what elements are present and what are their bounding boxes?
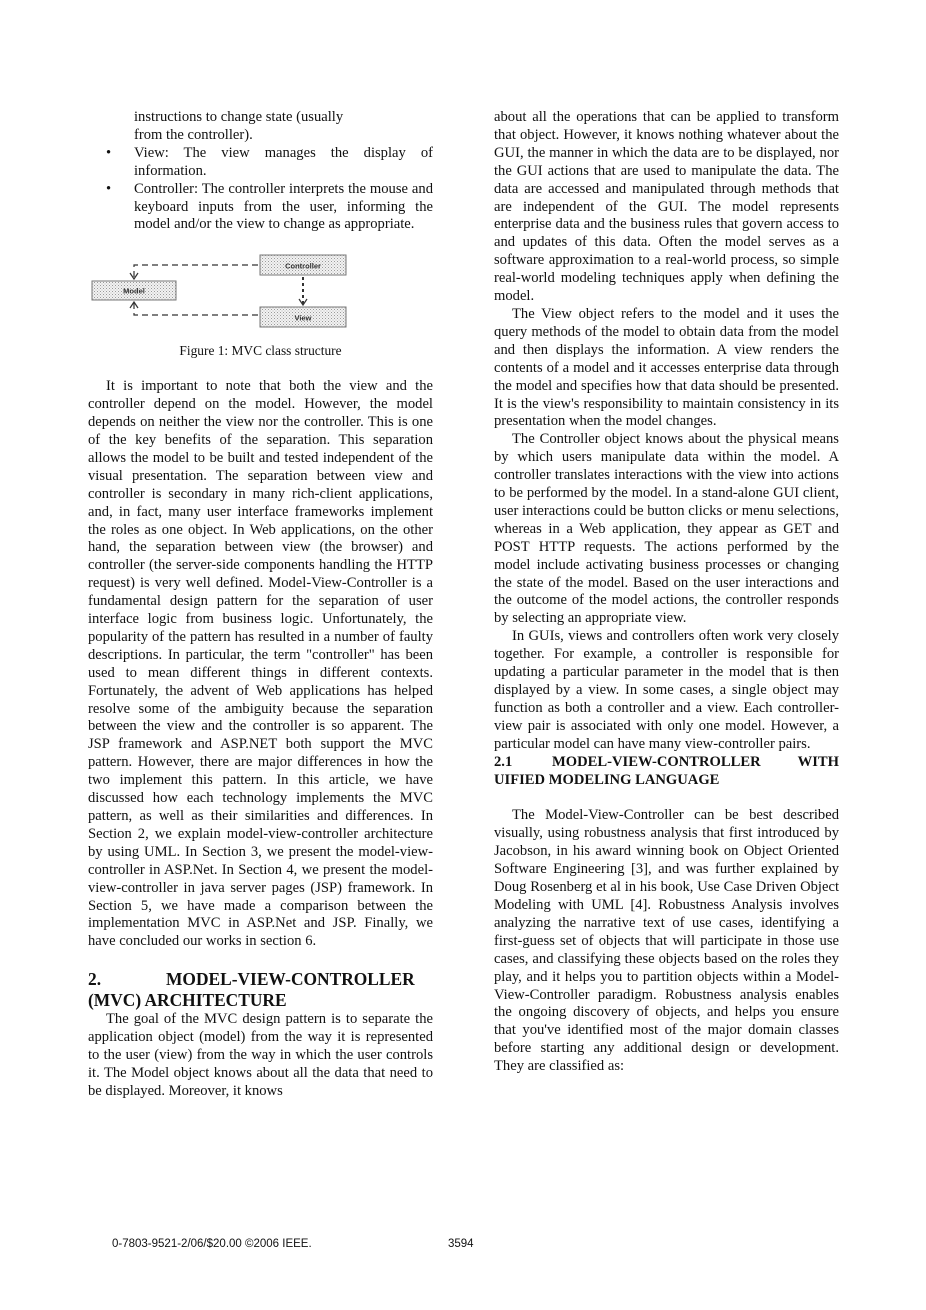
bullet-controller xyxy=(88,181,433,235)
bullet-view xyxy=(88,145,433,181)
paragraph-view: The View object refers to the model and it uses the query methods of the model to obtain data from the model and then displays the information. A view renders the contents of a model and it accesses enterprise data through the model and specifies how that data should be presented. It is the view's responsibility to maintain consistency in its presentation when the model changes. xyxy=(494,305,839,430)
mvc-diagram-svg xyxy=(88,252,433,342)
controller-label: Controller xyxy=(285,261,321,271)
bullet-marker: • xyxy=(106,180,112,197)
bullet-text: Controller: The controller interprets the mouse and keyboard inputs from the user, informing the model and/or the view to change as appropriate. xyxy=(134,180,433,233)
right-column xyxy=(494,109,839,1076)
model-box xyxy=(92,281,176,300)
controller-to-view-arrow xyxy=(299,277,307,305)
model-label: Model xyxy=(123,286,145,296)
section-heading xyxy=(88,969,433,1011)
section-number: 2. xyxy=(88,969,102,990)
view-to-model-arrow xyxy=(130,302,258,315)
footer-copyright: 0-7803-9521-2/06/$20.00 ©2006 IEEE. xyxy=(112,1238,312,1250)
paragraph-model: about all the operations that can be applied to transform that object. However, it knows nothing whatever about the GUI, the manner in which the data are to be displayed, nor the GUI actions that are used to manipulate the data. The data are accessed and manipulated through methods that are independent of the GUI. The model represents enterprise data and the business rules that govern access to and updates of this data. Often the model serves as a software approximation to a real-world process, so simple real-world modeling techniques apply when defining the model. xyxy=(494,109,839,305)
paragraph-guis: In GUIs, views and controllers often work very closely together. For example, a controller is responsible for updating a particular parameter in the model that is then displayed by a view. In some cases, a single object may function as both a controller and a view. Each controller-view pair is associated with only one model. However, a particular model can have many view-controller pairs. xyxy=(494,628,839,752)
view-box xyxy=(260,307,346,327)
subsection-heading xyxy=(494,754,839,790)
left-column xyxy=(88,109,433,1101)
view-label: View xyxy=(294,313,312,323)
list-continuation xyxy=(88,109,433,145)
footer-page-number: 3594 xyxy=(448,1238,474,1250)
paragraph-robustness: The Model-View-Controller can be best described visually, using robustness analysis that first introduced by Jacobson, in his award winning book on Object Oriented Software Engineering [3], and was further explained by Doug Rosenberg et al in his book, Use Case Driven Object Modeling with UML [4]. Robustness Analysis involves analyzing the narrative text of use cases, identifying a first-guess set of objects that will participate in those use cases, and classifying these objects based on the roles they play, and it helps you to partition objects within a Model-View-Controller paradigm. Robustness analysis enables the ongoing discovery of objects, and helps you ensure that you've identified most of the major domain classes before starting any additional design or development. They are classified as: xyxy=(494,807,839,1075)
subsection-number: 2.1 xyxy=(494,753,513,770)
controller-box xyxy=(260,255,346,275)
controller-to-model-arrow xyxy=(130,265,258,279)
section-title: MODEL-VIEW-CONTROLLER (MVC) ARCHITECTURE xyxy=(88,969,415,1011)
mvc-class-diagram xyxy=(88,252,433,342)
paragraph-intro: It is important to note that both the view and the controller depend on the model. However, the model depends on neither the view nor the controller. This is one of the key benefits of the separation. This separation allows the model to be built and tested independent of the visual presentation. The separation between view and controller is secondary in many rich-client applications, and, in fact, many user interface frameworks implement the roles as one object. In Web applications, on the other hand, the separation between view (the browser) and controller (the server-side components handling the HTTP request) is very well defined. Model-View-Controller is a fundamental design pattern for the separation of user interface logic from business logic. Unfortunately, the popularity of the pattern has resulted in a number of faulty descriptions. In particular, the term "controller" has been used to mean different things in different contexts. Fortunately, the advent of Web applications has helped resolve some of the ambiguity because the separation between the view and the controller is so apparent. The JSP framework and ASP.NET both support the MVC pattern. However, there are major differences in how the two implement this pattern. In this article, we have discussed how each technology implements the MVC pattern, as well as their similarities and differences. In Section 2, we explain model-view-controller architecture by using UML. In Section 3, we present the model-view-controller in ASP.Net. In Section 4, we present the model-view-controller in java server pages (JSP) framework. In Section 5, we have made a comparison between the implementation MVC in ASP.Net and JSP. Finally, we have concluded our works in section 6. xyxy=(88,378,433,950)
paragraph-goal: The goal of the MVC design pattern is to separate the application object (model) from the way it is represented to the user (view) from the way in which the user controls it. The Model object knows about all the data that need to be displayed. Moreover, it knows xyxy=(88,1011,433,1099)
subsection-title: MODEL-VIEW-CONTROLLER WITH UIFIED MODELING LANGUAGE xyxy=(494,753,839,788)
continuation-line-1: instructions to change state (usually xyxy=(134,109,344,125)
paragraph-controller: The Controller object knows about the physical means by which users manipulate data within the model. A controller translates interactions with the view into actions to be performed by the model. In a stand-alone GUI client, user interactions could be button clicks or menu selections, whereas in a Web application, they appear as GET and POST HTTP requests. The actions performed by the model include activating business processes or changing the state of the model. Based on the user interactions and the outcome of the model actions, the controller responds by selecting an appropriate view. xyxy=(494,431,839,627)
mvc-bullet-list xyxy=(88,145,433,235)
bullet-marker: • xyxy=(106,144,112,161)
continuation-line-2: from the controller). xyxy=(134,126,253,143)
bullet-text: View: The view manages the display of information. xyxy=(134,144,433,179)
figure-caption: Figure 1: MVC class structure xyxy=(179,343,342,359)
